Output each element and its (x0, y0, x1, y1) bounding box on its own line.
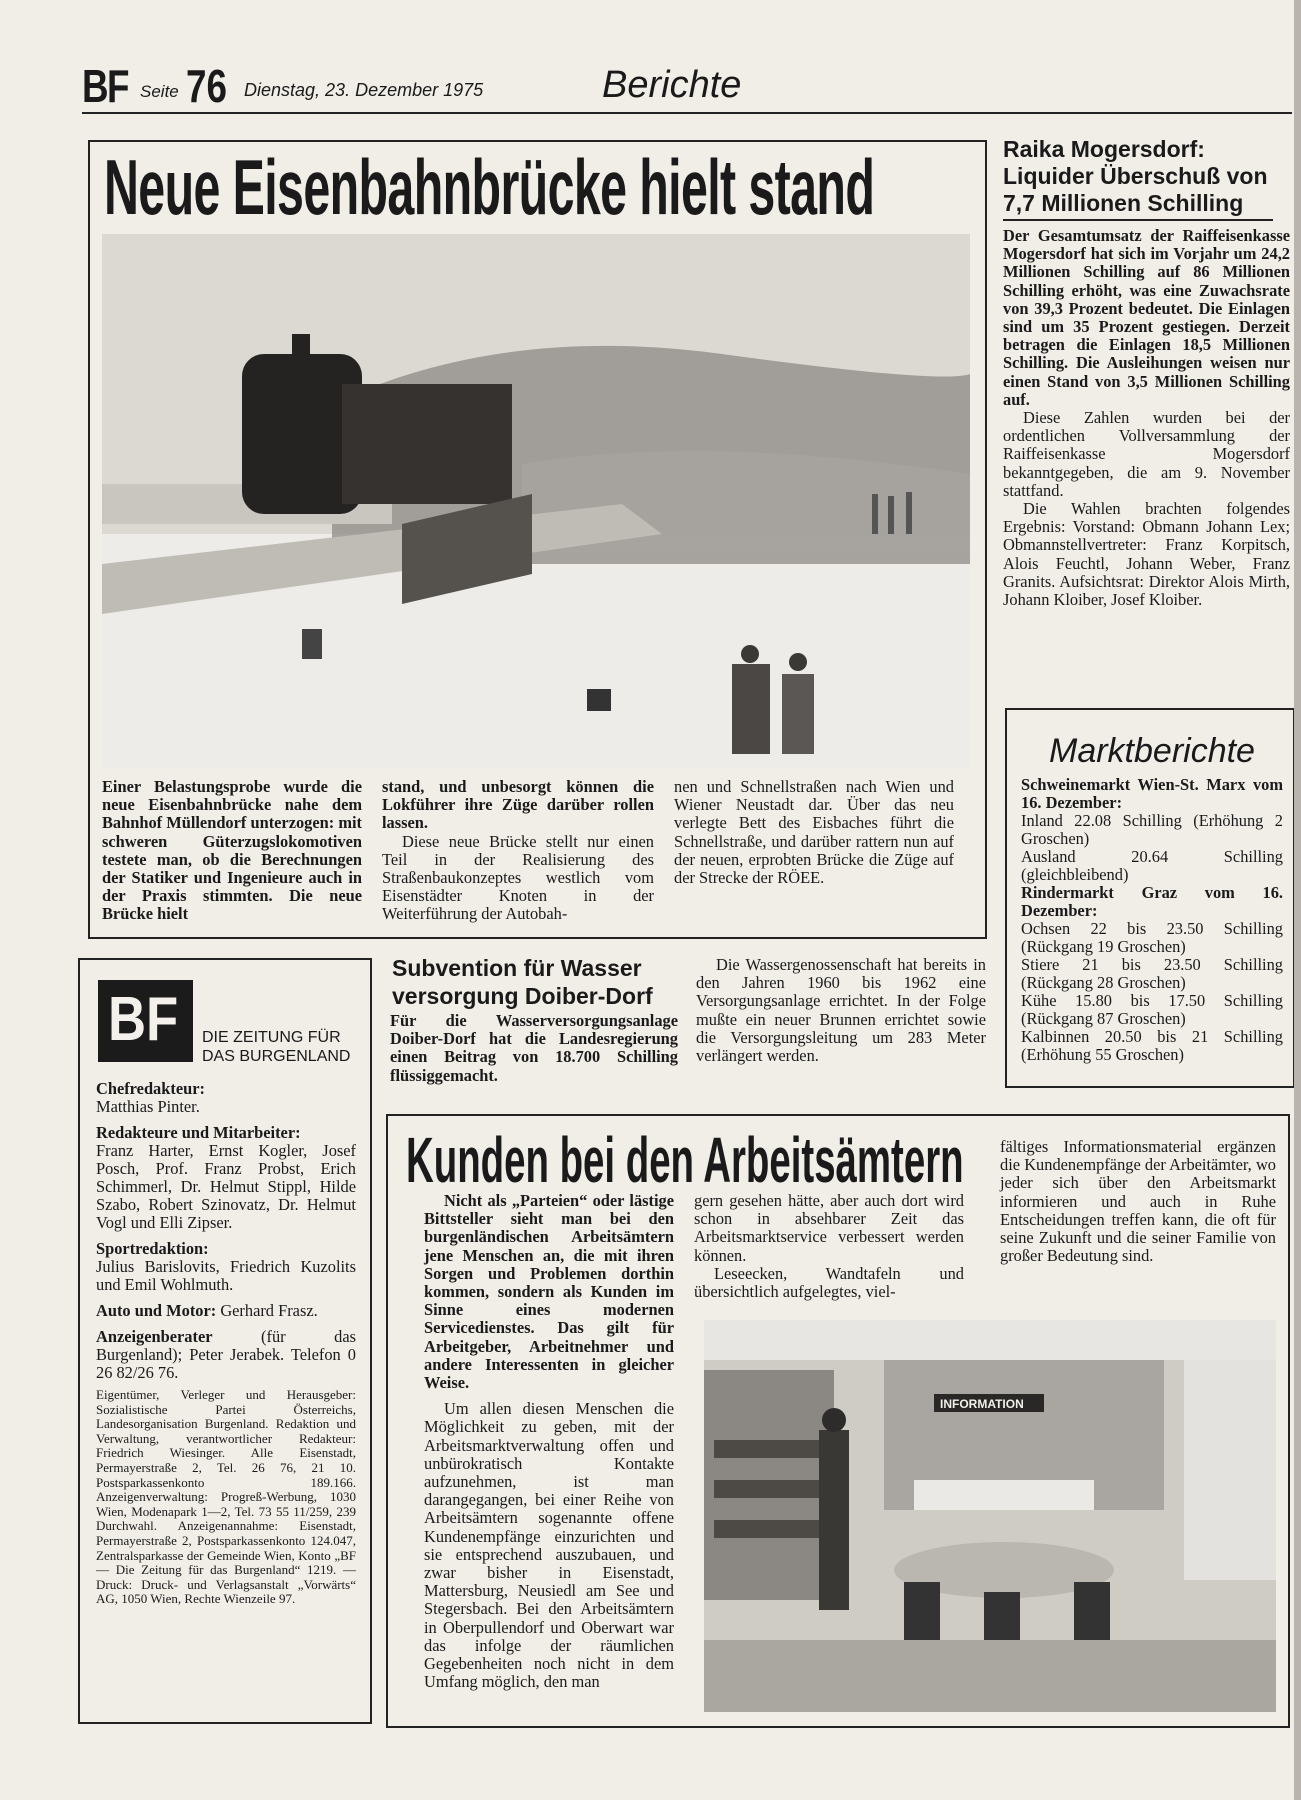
kunden-headline: Kunden bei den Arbeitsämtern (406, 1124, 964, 1196)
kunden-col2a: gern gesehen hätte, aber auch dort wird schon in absehbarer Zeit das Arbeitsmarktservice verbessert werden können. (694, 1191, 964, 1265)
raika-article (1003, 136, 1293, 696)
raika-headline-l1: Raika Mogersdorf: (1003, 136, 1205, 162)
impressum-red: Franz Harter, Ernst Kogler, Josef Posch, Prof. Franz Probst, Erich Schimmerl, Dr. Helmut Stippl, Hilde Szabo, Robert Szinovatz, Dr. Helmut Vogl und Elli Zipser. (96, 1141, 356, 1232)
raika-headline-l2: Liquider Überschuß von (1003, 163, 1268, 189)
markt-l5: Kühe 15.80 bis 17.50 Schilling (Rückgang 87 Groschen) (1021, 991, 1283, 1028)
markt-title: Marktberichte (1049, 732, 1255, 770)
impressum-body (96, 1080, 356, 1607)
bridge-article-box (88, 140, 987, 939)
scan-edge-shadow (1294, 0, 1301, 1800)
raika-headline-l3: 7,7 Millionen Schilling (1003, 190, 1244, 216)
bridge-headline: Neue Eisenbahnbrücke hielt stand (104, 143, 875, 231)
impressum-sport-label: Sportredaktion: (96, 1239, 209, 1258)
impressum-chef: Matthias Pinter. (96, 1097, 200, 1116)
photo-sign-text: INFORMATION (940, 1397, 1024, 1411)
bridge-col3: nen und Schnellstraßen nach Wien und Wiener Neustadt dar. Über das neu verlegte Bett des Eisbaches führt die Schnellstraße, und darüber rattern nun auf der neuen, erprobten Brücke die Züge auf der Strecke der RÖEE. (674, 777, 954, 888)
impressum-anz (96, 1328, 356, 1382)
kunden-col1 (424, 1192, 674, 1691)
impressum-auto-value: Gerhard Frasz. (220, 1301, 318, 1320)
header-section: Berichte (602, 64, 742, 106)
wasser-lead: Für die Wasserversorgungsanlage Doiber-Dorf hat die Landesregierung einen Beitrag von 18.700 Schilling flüssiggemacht. (390, 1011, 678, 1085)
markt-l4: Stiere 21 bis 23.50 Schilling (Rückgang 28 Groschen) (1021, 955, 1283, 992)
raika-lead: Der Gesamtumsatz der Raiffeisenkasse Mogersdorf hat sich im Vorjahr um 24,2 Millionen Schilling auf 86 Millionen Schilling erhöht, was eine Zuwachsrate von 39,3 Prozent bedeutet. Die Einlagen sind um 35 Prozent gestiegen. Derzeit betragen die Einlagen 18,5 Millionen Schilling. Die Ausleihungen weisen nur einen Stand von 3,5 Millionen Schilling auf. (1003, 226, 1290, 409)
header-seite-label: Seite (140, 82, 179, 101)
bridge-col2b: Diese neue Brücke stellt nur einen Teil in der Realisierung des Straßenbaukonzeptes westlich vom Eisenstädter Knoten in der Weiterführung der Autobah- (382, 831, 654, 924)
header-date: Dienstag, 23. Dezember 1975 (244, 80, 484, 100)
kunden-lead: Nicht als „Parteien“ oder lästige Bittsteller sieht man bei den burgenländischen Arbeitsämtern jene Menschen an, die mit ihren Sorgen und Problemen dorthin kommen, sondern als Kunden im Sinne eines modernen Servicedienstes. Das gilt für Arbeitgeber, Arbeitnehmer und andere Interessenten in gleicher Weise. (424, 1191, 674, 1393)
impressum-red-label: Redakteure und Mitarbeiter: (96, 1123, 301, 1142)
kunden-col2 (694, 1192, 964, 1301)
header-rule (82, 112, 1292, 114)
wasser-headline (392, 954, 653, 1010)
page-header (82, 60, 1292, 116)
impressum-anz-label: Anzeigenberater (96, 1327, 213, 1346)
kunden-col2b: Leseecken, Wandtafeln und übersichtlich aufgelegtes, viel- (694, 1263, 964, 1302)
kunden-col1b: Um allen diesen Menschen die Möglichkeit zu geben, mit der Arbeitsmarktverwaltung offen und unbürokratisch Kontakte aufzunehmen, ist man darangegangen, bei einer Reihe von Arbeitsämtern sogenannte offene Kundenempfänge einzurichten und sie entsprechend auszubauen, und zwar bisher in Eisenstadt, Mattersburg, Neusiedl am See und Stegersbach. Bei den Arbeitsämtern in Oberpullendorf und Oberwart war das infolge der räumlichen Gegebenheiten noch nicht in dem Umfang möglich, den man (424, 1399, 674, 1692)
markt-body (1021, 776, 1283, 1064)
wasser-article (390, 954, 990, 1094)
bridge-col1: Einer Belastungsprobe wurde die neue Eisenbahnbrücke nahe dem Bahnhof Müllendorf unterzogen: mit schweren Güterzugslokomotiven testete man, ob die Berechnungen der Statiker und Ingenieure auch in der Praxis stimmten. Die neue Brücke hielt (102, 777, 362, 924)
impressum-auto-label: Auto und Motor: (96, 1301, 217, 1320)
impressum-small: Eigentümer, Verleger und Herausgeber: Sozialistische Partei Österreichs, Landesorganisation Burgenland. Redaktion und Verwaltung, verantwortlicher Redakteur: Friedrich Wiesinger. Alle Eisenstadt, Permayerstraße 2, Tel. 26 76, 21 10. Postsparkassenkonto 189.166. Anzeigenverwaltung: Progreß-Werbung, 1030 Wien, Modenapark 1—2, Tel. 73 55 11/259, 239 Durchwahl. Anzeigenannahme: Eisenstadt, Permayerstraße 2, Postsparkassenkonto 124.047, Zentralsparkasse der Gemeinde Wien, Konto „BF — Die Zeitung für das Burgenland“ 1219. — Druck: Druck- und Verlagsanstalt „Vorwärts“ AG, 1050 Wien, Rechte Wienzeile 97. (96, 1387, 356, 1607)
impressum-tag-l2: DAS BURGENLAND (202, 1048, 351, 1065)
markt-l3: Ochsen 22 bis 23.50 Schilling (Rückgang 19 Groschen) (1021, 919, 1283, 956)
impressum-logo: BF (108, 985, 179, 1054)
header-logo: BF (82, 60, 128, 112)
bridge-col2 (382, 778, 654, 924)
wasser-col2: Die Wassergenossenschaft hat bereits in den Jahren 1960 bis 1962 eine Versorgungsanlage errichtet. In der Folge mußte ein neuer Brunnen errichtet sowie die Versorgungsleitung um 283 Meter verlängert werden. (696, 955, 986, 1066)
impressum-tag-l1: DIE ZEITUNG FÜR (202, 1029, 341, 1046)
kunden-article-box (386, 1114, 1290, 1728)
raika-p3: Die Wahlen brachten folgendes Ergebnis: Vorstand: Obmann Johann Lex; Obmannstellvertreter: Franz Korpitsch, Alois Feuchtl, Johann Weber, Franz Granits. Aufsichtsrat: Direktor Alois Mirth, Johann Kloiber, Josef Kloiber. (1003, 499, 1290, 610)
impressum-sport: Julius Barislovits, Friedrich Kuzolits und Emil Wohlmuth. (96, 1257, 356, 1294)
kunden-photo (704, 1320, 1276, 1712)
markt-l1: Inland 22.08 Schilling (Erhöhung 2 Groschen) (1021, 811, 1283, 848)
bridge-col2a: stand, und unbesorgt können die Lokführer ihre Züge darüber rollen lassen. (382, 777, 654, 833)
markt-box (1005, 708, 1295, 1088)
header-page-number: 76 (186, 60, 227, 112)
impressum-anz-value: (für das Burgenland); Peter Jerabek. Telefon 0 26 82/26 76. (96, 1327, 356, 1382)
markt-h1: Schweinemarkt Wien-St. Marx vom 16. Dezember: (1021, 775, 1283, 812)
wasser-headline-l1: Subvention für Wasser (392, 955, 642, 981)
raika-p2: Diese Zahlen wurden bei der ordentlichen Vollversammlung der Raiffeisenkasse Mogersdorf bekanntgegeben, die am 9. November stattfand. (1003, 408, 1290, 500)
impressum-tagline (202, 1028, 350, 1066)
markt-l2: Ausland 20.64 Schilling (gleichbleibend) (1021, 847, 1283, 884)
markt-h2: Rindermarkt Graz vom 16. Dezember: (1021, 883, 1283, 920)
raika-rule (1003, 219, 1273, 221)
kunden-col3: fältiges Informationsmaterial ergänzen die Kundenempfänge der Arbeitämter, wo jeder sich über den Arbeitsmarkt informieren und auch in Ruhe Entscheidungen treffen kann, die oft für seine Zukunft und die seiner Familie von großer Bedeutung sind. (1000, 1137, 1276, 1266)
impressum-auto (96, 1302, 356, 1320)
impressum-box (78, 958, 372, 1724)
bridge-photo (102, 234, 970, 767)
impressum-logo-block (98, 980, 193, 1062)
raika-headline (1003, 136, 1293, 217)
train-photo-svg (102, 234, 970, 767)
impressum-chef-label: Chefredakteur: (96, 1079, 205, 1098)
markt-l6: Kalbinnen 20.50 bis 21 Schilling (Erhöhung 55 Groschen) (1021, 1027, 1283, 1064)
wasser-headline-l2: versorgung Doiber-Dorf (392, 983, 653, 1009)
office-photo-svg (704, 1320, 1276, 1712)
